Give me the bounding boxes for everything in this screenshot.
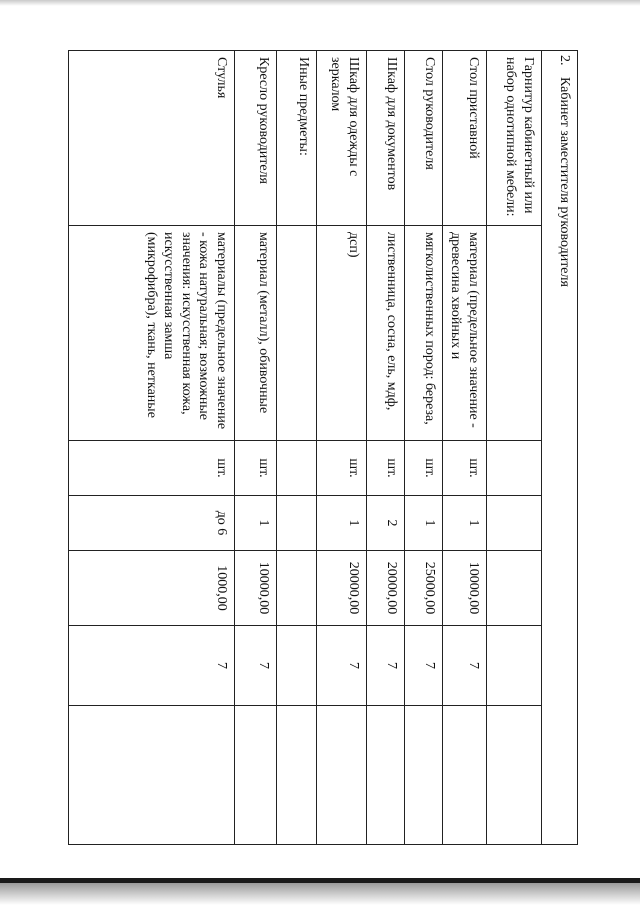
item-price xyxy=(487,551,542,626)
item-qty: 1 xyxy=(405,496,443,551)
item-name: Шкаф для одежды с зеркалом xyxy=(317,51,367,226)
item-material: материал (предельное значение - древесина хвойных и xyxy=(443,226,487,441)
item-material: лиственница, сосна, ель, мдф, xyxy=(367,226,405,441)
item-term: 7 xyxy=(367,626,405,706)
table-row xyxy=(277,51,317,845)
item-term: 7 xyxy=(317,626,367,706)
item-qty xyxy=(487,496,542,551)
item-price: 20000,00 xyxy=(317,551,367,626)
item-unit xyxy=(277,441,317,496)
item-unit: шт. xyxy=(317,441,367,496)
item-extra xyxy=(235,706,277,845)
item-term xyxy=(277,626,317,706)
item-name: Стол приставной xyxy=(443,51,487,226)
furniture-table xyxy=(68,50,578,845)
table-row xyxy=(69,51,235,845)
item-term: 7 xyxy=(69,626,235,706)
rotated-document-table xyxy=(68,50,578,844)
item-price: 20000,00 xyxy=(367,551,405,626)
item-term: 7 xyxy=(443,626,487,706)
table-row xyxy=(487,51,542,845)
item-price xyxy=(277,551,317,626)
table-row xyxy=(367,51,405,845)
item-material: материалы (предельное значение - кожа натуральная; возможные значения: искусственная кожа, искусственная замша (микрофибра), ткань, нетканые xyxy=(69,226,235,441)
section-header-row xyxy=(542,51,578,845)
item-unit: шт. xyxy=(367,441,405,496)
item-term xyxy=(487,626,542,706)
table-row xyxy=(317,51,367,845)
item-material xyxy=(277,226,317,441)
item-extra xyxy=(277,706,317,845)
item-unit: шт. xyxy=(69,441,235,496)
item-name: Шкаф для документов xyxy=(367,51,405,226)
scan-edge-top xyxy=(0,0,640,6)
item-name: Иные предметы: xyxy=(277,51,317,226)
item-extra xyxy=(487,706,542,845)
scan-shadow-bottom xyxy=(0,883,640,905)
item-name: Гарнитур кабинетный или набор однотипной мебели: xyxy=(487,51,542,226)
item-name: Стол руководителя xyxy=(405,51,443,226)
item-qty: до 6 xyxy=(69,496,235,551)
item-unit: шт. xyxy=(443,441,487,496)
item-qty: 1 xyxy=(317,496,367,551)
item-unit: шт. xyxy=(405,441,443,496)
item-qty: 2 xyxy=(367,496,405,551)
item-qty: 1 xyxy=(443,496,487,551)
item-name: Кресло руководителя xyxy=(235,51,277,226)
item-material: мягколиственных пород: береза, xyxy=(405,226,443,441)
item-term: 7 xyxy=(235,626,277,706)
item-name: Стулья xyxy=(69,51,235,226)
item-price: 1000,00 xyxy=(69,551,235,626)
item-extra xyxy=(69,706,235,845)
item-unit: шт. xyxy=(235,441,277,496)
item-qty: 1 xyxy=(235,496,277,551)
item-price: 10000,00 xyxy=(443,551,487,626)
item-material: материал (металл), обивочные xyxy=(235,226,277,441)
table-row xyxy=(443,51,487,845)
item-material: дсп) xyxy=(317,226,367,441)
item-material xyxy=(487,226,542,441)
table-row xyxy=(235,51,277,845)
item-term: 7 xyxy=(405,626,443,706)
item-extra xyxy=(405,706,443,845)
item-extra xyxy=(317,706,367,845)
item-unit xyxy=(487,441,542,496)
item-price: 25000,00 xyxy=(405,551,443,626)
item-price: 10000,00 xyxy=(235,551,277,626)
item-qty xyxy=(277,496,317,551)
item-extra xyxy=(443,706,487,845)
table-row xyxy=(405,51,443,845)
section-title: Кабинет заместителя руководителя xyxy=(557,77,572,287)
section-number: 2. xyxy=(557,55,572,66)
item-extra xyxy=(367,706,405,845)
